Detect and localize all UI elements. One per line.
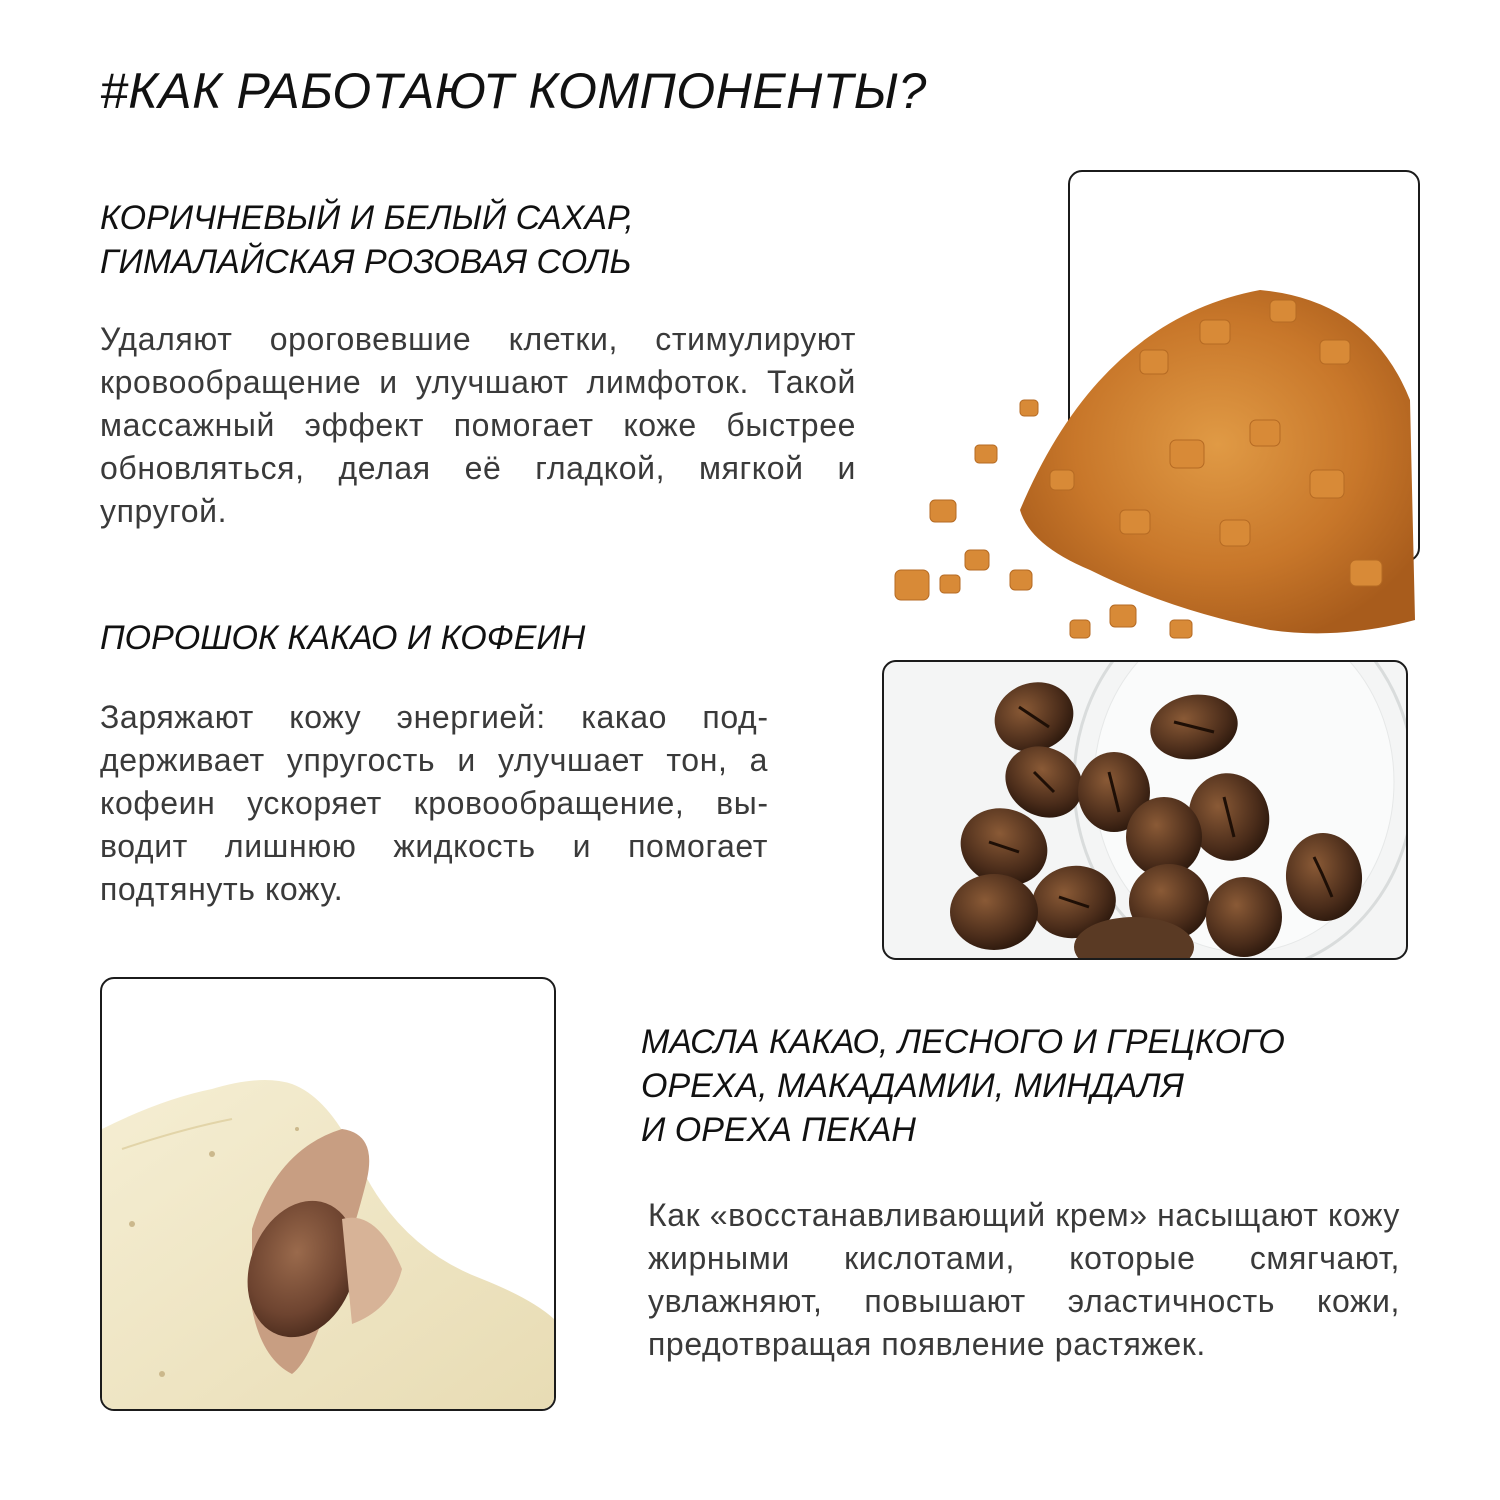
sugar-salt-description: Удаляют ороговевшие клетки, стимулируют кровообращение и улучшают лимфоток. Такой массажный эффект помогает коже быстрее обновляться, делая её гладкой, мягкой и упругой. xyxy=(100,321,856,529)
coffee-image-frame xyxy=(882,660,1408,960)
sugar-salt-heading: КОРИЧНЕВЫЙ И БЕЛЫЙ САХАР, ГИМАЛАЙСКАЯ РОЗОВАЯ СОЛЬ xyxy=(100,199,634,281)
brown-sugar-image xyxy=(870,260,1430,650)
oils-description: Как «восстанавливающий крем» насыщают кожу жирными кислотами, которые смягчают, увлажняют, повышают эластичность кожи, предотвращая появление растяжек. xyxy=(648,1197,1400,1362)
cocoa-caffeine-description: Заряжают кожу энергией: какао поддерживает упругость и улучшает тон, а кофеин ускоряет кровообращение, выводит лишнюю жидкость и помогает подтянуть кожу. xyxy=(100,699,768,907)
butter-image-frame xyxy=(100,977,556,1411)
oils-heading: МАСЛА КАКАО, ЛЕСНОГО И ГРЕЦКОГО ОРЕХА, МАКАДАМИИ, МИНДАЛЯ И ОРЕХА ПЕКАН xyxy=(641,1023,1285,1149)
cocoa-caffeine-heading: ПОРОШОК КАКАО И КОФЕИН xyxy=(100,619,586,657)
page-title: #КАК РАБОТАЮТ КОМПОНЕНТЫ? xyxy=(100,63,927,119)
cocoa-butter-image xyxy=(102,979,554,1409)
coffee-beans-image xyxy=(884,662,1406,958)
